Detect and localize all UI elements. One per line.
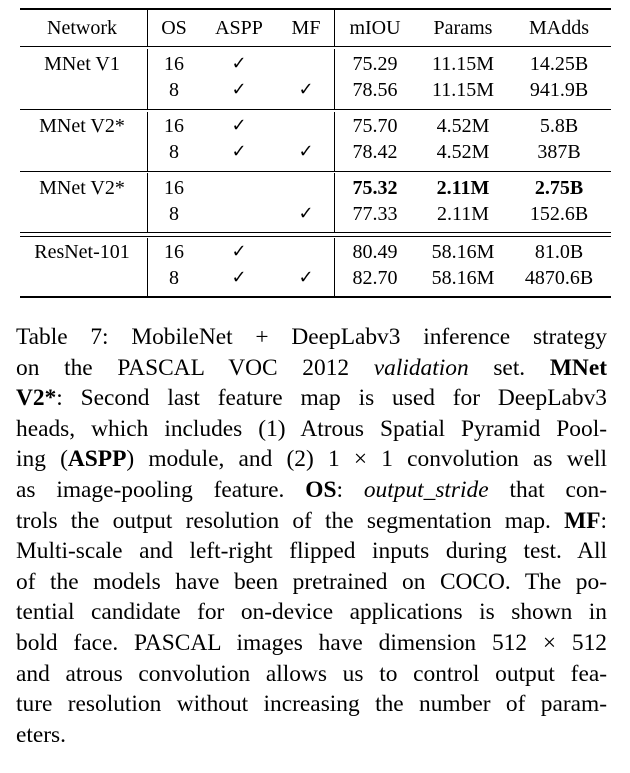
os-value: 8 [169,79,179,101]
caption-line: eters. [16,721,67,748]
caption-line: of the models have been pretrained on COCO. The po- [16,568,607,595]
os-value: 8 [169,267,179,289]
os-value: 16 [164,115,184,137]
madds-value: 387B [537,141,581,163]
column-separator [147,49,148,109]
caption-text: set. [493,354,526,381]
miou-value: 78.42 [352,141,398,163]
header-miou: mIOU [349,17,401,39]
header-mf: MF [291,17,321,39]
caption-text: : Second last feature map is used for DeepLabv3 [56,385,607,412]
madds-value: 4870.6B [524,267,594,289]
params-value: 11.15M [431,53,495,75]
caption-line [16,475,607,506]
network-name: MNet V2* [39,115,125,137]
column-separator [334,173,335,232]
mf-check: ✓ [298,203,314,224]
caption-bold: OS [305,476,337,503]
table-caption [16,322,607,750]
madds-value: 14.25B [529,53,589,75]
miou-value: 82.70 [352,267,398,289]
caption-bold: V2* [16,385,57,412]
caption-line [16,383,607,414]
caption-text: ing ( [16,446,68,473]
column-separator [147,238,148,296]
caption-line [16,506,607,537]
miou-value: 75.29 [352,53,398,75]
caption-italic: output_stride [363,476,489,503]
caption-text: : [600,507,607,534]
column-separator [147,112,148,171]
mf-check: ✓ [298,141,314,162]
top-rule [20,8,611,10]
caption-text: ) module, and (2) 1 × 1 convolution as well [126,446,607,473]
madds-value: 941.9B [529,79,589,101]
aspp-check: ✓ [231,267,247,288]
column-separator [334,238,335,296]
params-value: 11.15M [431,79,495,101]
group-rule [20,171,611,172]
mf-check: ✓ [298,267,314,288]
caption-italic: validation [373,354,469,381]
header-params: Params [433,17,493,39]
madds-value: 5.8B [539,115,579,137]
caption-text: trols the output resolution of the segmentation map. [16,507,551,534]
header-rule [20,46,611,47]
caption-text: MobileNet + DeepLabv3 inference strategy [131,324,607,350]
header-network: Network [47,17,117,39]
miou-value: 75.70 [352,115,398,137]
column-separator [334,112,335,171]
os-value: 16 [164,241,184,263]
os-value: 8 [169,141,179,163]
caption-line: Multi-scale and left-right flipped inputs during test. All [16,538,607,565]
caption-line: bold face. PASCAL images have dimension 512 × 512 [16,629,607,656]
aspp-check: ✓ [231,141,247,162]
params-value: 58.16M [431,241,495,263]
aspp-check: ✓ [231,115,247,136]
os-value: 8 [169,203,179,225]
caption-line [16,444,607,475]
params-value: 2.11M [436,203,490,225]
results-table [20,8,611,298]
column-separator [147,173,148,232]
caption-line: and atrous convolution allows us to control output fea- [16,660,607,687]
aspp-check: ✓ [231,241,247,262]
caption-line: tential candidate for on-device applications is shown in [16,599,607,626]
caption-text: on the PASCAL VOC 2012 [16,354,350,381]
miou-value: 80.49 [352,241,398,263]
os-value: 16 [164,177,184,199]
column-separator [334,10,335,46]
os-value: 16 [164,53,184,75]
miou-value: 77.33 [352,203,398,225]
caption-text: as image-pooling feature. [16,476,285,503]
mf-check: ✓ [298,79,314,100]
miou-value: 75.32 [352,177,398,199]
header-madds: MAdds [528,17,590,39]
caption-line: heads, which includes (1) Atrous Spatial Pyramid Pool- [16,415,607,442]
caption-text: : [336,476,343,503]
caption-label: Table 7: [16,324,109,350]
caption-line [16,353,607,384]
caption-bold: ASPP [67,446,127,473]
madds-value: 81.0B [534,241,584,263]
network-name: ResNet-101 [34,241,130,263]
aspp-check: ✓ [231,79,247,100]
params-value: 4.52M [436,115,490,137]
params-value: 58.16M [431,267,495,289]
aspp-check: ✓ [231,53,247,74]
double-rule-top [20,232,611,233]
madds-value: 2.75B [534,177,584,199]
caption-bold: MNet [549,354,607,381]
miou-value: 78.56 [352,79,398,101]
caption-line [16,322,607,353]
network-name: MNet V2* [39,177,125,199]
double-rule-bottom [20,236,611,237]
caption-line: ture resolution without increasing the number of param- [16,691,607,718]
group-rule [20,109,611,110]
params-value: 2.11M [436,177,490,199]
caption-bold: MF [564,507,601,534]
column-separator [334,49,335,109]
params-value: 4.52M [436,141,490,163]
header-os: OS [161,17,187,39]
header-aspp: ASPP [215,17,263,39]
caption-text: that con- [509,476,607,503]
bottom-rule [20,296,611,298]
column-separator [147,10,148,46]
network-name: MNet V1 [44,53,120,75]
madds-value: 152.6B [529,203,589,225]
